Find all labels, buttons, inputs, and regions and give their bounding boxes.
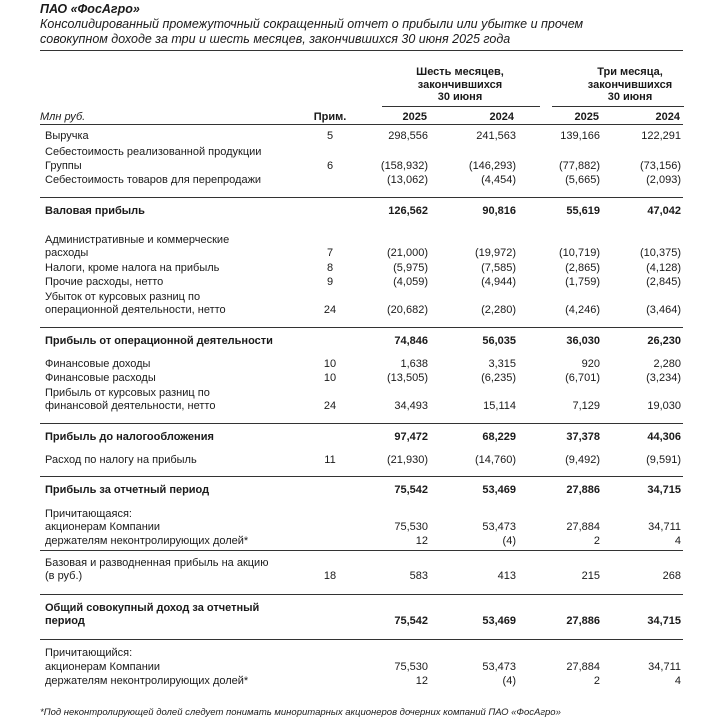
row-value-operating-profit-col-1: 74,846 — [394, 335, 428, 347]
row-value-comprehensive-shareholders-col-2: 53,473 — [482, 661, 516, 673]
row-value-finance-costs-col-3: (6,701) — [565, 372, 600, 384]
year-header-six-2025: 2025 — [402, 111, 427, 123]
row-label-revenue: Выручка — [45, 130, 89, 142]
company-name: ПАО «ФосАгро» — [40, 2, 140, 16]
row-value-cogs-group-col-2: (146,293) — [468, 160, 516, 172]
row-value-other-expenses-col-1: (4,059) — [393, 276, 428, 288]
report-title-line-2: совокупном доходе за три и шесть месяцев, закончившихся 30 июня 2025 года — [40, 32, 511, 46]
row-value-fx-loss-operating-col-3: (4,246) — [565, 304, 600, 316]
row-note-finance-income: 10 — [323, 358, 337, 370]
row-note-finance-costs: 10 — [323, 372, 337, 384]
row-value-income-tax-col-4: (9,591) — [646, 454, 681, 466]
row-value-comprehensive-nci-col-2: (4) — [502, 675, 516, 687]
section-rule — [40, 476, 683, 477]
row-value-finance-income-col-3: 920 — [581, 358, 600, 370]
row-value-admin-expenses-col-4: (10,375) — [640, 247, 681, 259]
row-value-revenue-col-3: 139,166 — [560, 130, 600, 142]
note-column-header: Прим. — [313, 111, 347, 123]
row-value-finance-costs-col-1: (13,505) — [387, 372, 428, 384]
footnote: *Под неконтролирующей долей следует понимать миноритарных акционеров дочерних компаний ПАО «ФосАгро» — [40, 707, 561, 718]
row-label-profit-before-tax: Прибыль до налогообложения — [45, 431, 214, 443]
year-header-three-2025: 2025 — [574, 111, 599, 123]
row-value-attributable-nci-col-1: 12 — [415, 535, 428, 547]
row-label-income-tax: Расход по налогу на прибыль — [45, 454, 197, 466]
row-value-cogs-resale-col-4: (2,093) — [646, 174, 681, 186]
row-value-fx-loss-operating-col-1: (20,682) — [387, 304, 428, 316]
row-note-income-tax: 11 — [324, 454, 336, 466]
row-value-revenue-col-2: 241,563 — [476, 130, 516, 142]
row-label-finance-income: Финансовые доходы — [45, 358, 151, 370]
row-value-fx-gain-financing-col-3: 7,129 — [572, 400, 600, 412]
row-value-admin-expenses-col-2: (19,972) — [475, 247, 516, 259]
row-value-income-tax-col-2: (14,760) — [475, 454, 516, 466]
row-value-admin-expenses-col-3: (10,719) — [559, 247, 600, 259]
row-value-gross-profit-col-3: 55,619 — [566, 205, 600, 217]
row-label-attributable-nci: держателям неконтролирующих долей* — [45, 535, 249, 547]
row-label-other-expenses: Прочие расходы, нетто — [45, 276, 164, 288]
row-value-comprehensive-shareholders-col-4: 34,711 — [648, 661, 681, 673]
row-value-finance-income-col-1: 1,638 — [400, 358, 428, 370]
row-value-comprehensive-shareholders-col-3: 27,884 — [566, 661, 600, 673]
row-label-fx-gain-financing: Прибыль от курсовых разниц по — [45, 387, 210, 399]
header-rule — [40, 124, 683, 125]
row-value-eps-col-2: 413 — [497, 570, 516, 582]
row-value-fx-gain-financing-col-4: 19,030 — [647, 400, 681, 412]
six-months-header-line-1: Шесть месяцев, — [416, 66, 504, 78]
row-label-gross-profit: Валовая прибыль — [45, 205, 145, 217]
section-rule — [40, 423, 683, 424]
row-value-profit-before-tax-col-2: 68,229 — [482, 431, 516, 443]
row-value-total-comprehensive-income-col-2: 53,469 — [482, 615, 516, 627]
row-value-cogs-resale-col-3: (5,665) — [565, 174, 600, 186]
row-value-eps-col-4: 268 — [662, 570, 681, 582]
row-label-total-comprehensive-income: период — [45, 615, 85, 627]
row-label-admin-expenses: расходы — [45, 247, 89, 259]
row-value-gross-profit-col-2: 90,816 — [482, 205, 516, 217]
row-value-attributable-nci-col-4: 4 — [674, 535, 681, 547]
row-value-other-taxes-col-2: (7,585) — [481, 262, 516, 274]
three-months-header-line-1: Три месяца, — [597, 66, 663, 78]
row-value-comprehensive-nci-col-1: 12 — [415, 675, 428, 687]
row-value-profit-for-period-col-1: 75,542 — [394, 484, 428, 496]
row-value-finance-costs-col-2: (6,235) — [481, 372, 516, 384]
row-label-comprehensive-attributable-header: Причитающийся: — [45, 647, 133, 659]
row-label-profit-for-period: Прибыль за отчетный период — [45, 484, 210, 496]
row-value-other-taxes-col-1: (5,975) — [393, 262, 428, 274]
three-months-underline — [552, 106, 684, 107]
row-label-operating-profit: Прибыль от операционной деятельности — [45, 335, 273, 347]
three-months-header-line-3: 30 июня — [607, 91, 653, 103]
row-value-attributable-shareholders-col-4: 34,711 — [648, 521, 681, 533]
row-value-revenue-col-4: 122,291 — [641, 130, 681, 142]
row-value-other-expenses-col-3: (1,759) — [565, 276, 600, 288]
row-value-fx-gain-financing-col-1: 34,493 — [394, 400, 428, 412]
row-value-eps-col-1: 583 — [409, 570, 428, 582]
six-months-header-line-3: 30 июня — [437, 91, 483, 103]
row-value-fx-loss-operating-col-2: (2,280) — [481, 304, 516, 316]
row-value-total-comprehensive-income-col-3: 27,886 — [566, 615, 600, 627]
row-label-fx-loss-operating: операционной деятельности, нетто — [45, 304, 226, 316]
row-value-attributable-shareholders-col-1: 75,530 — [394, 521, 428, 533]
row-value-gross-profit-col-4: 47,042 — [647, 205, 681, 217]
row-value-cogs-group-col-3: (77,882) — [559, 160, 600, 172]
six-months-header-line-2: закончившихся — [417, 78, 503, 91]
row-value-profit-before-tax-col-4: 44,306 — [647, 431, 681, 443]
title-rule — [40, 50, 683, 51]
row-label-fx-loss-operating: Убыток от курсовых разниц по — [45, 291, 201, 303]
section-rule — [40, 639, 683, 640]
row-value-profit-before-tax-col-3: 37,378 — [566, 431, 600, 443]
row-value-profit-for-period-col-3: 27,886 — [566, 484, 600, 496]
row-label-comprehensive-shareholders: акционерам Компании — [45, 661, 161, 673]
unit-label: Млн руб. — [40, 111, 86, 123]
row-note-other-taxes: 8 — [326, 262, 334, 274]
row-value-cogs-group-col-4: (73,156) — [640, 160, 681, 172]
section-rule — [40, 550, 683, 551]
row-value-other-expenses-col-2: (4,944) — [481, 276, 516, 288]
report-title — [40, 17, 680, 47]
row-value-operating-profit-col-3: 36,030 — [566, 335, 600, 347]
row-label-comprehensive-nci: держателям неконтролирующих долей* — [45, 675, 249, 687]
row-value-income-tax-col-3: (9,492) — [565, 454, 600, 466]
row-label-attributable-shareholders: акционерам Компании — [45, 521, 161, 533]
row-value-comprehensive-nci-col-4: 4 — [674, 675, 681, 687]
row-value-cogs-group-col-1: (158,932) — [380, 160, 428, 172]
row-value-gross-profit-col-1: 126,562 — [388, 205, 428, 217]
section-rule — [40, 327, 683, 328]
row-value-cogs-resale-col-1: (13,062) — [387, 174, 428, 186]
row-note-revenue: 5 — [326, 130, 334, 142]
row-value-income-tax-col-1: (21,930) — [387, 454, 428, 466]
row-value-comprehensive-shareholders-col-1: 75,530 — [394, 661, 428, 673]
row-value-other-taxes-col-4: (4,128) — [646, 262, 681, 274]
row-note-fx-loss-operating: 24 — [323, 304, 337, 316]
row-value-total-comprehensive-income-col-4: 34,715 — [647, 615, 681, 627]
row-value-admin-expenses-col-1: (21,000) — [387, 247, 428, 259]
row-label-eps: Базовая и разводненная прибыль на акцию — [45, 557, 269, 569]
row-note-fx-gain-financing: 24 — [323, 400, 337, 412]
three-months-header-line-2: закончившихся — [587, 78, 673, 91]
row-value-revenue-col-1: 298,556 — [388, 130, 428, 142]
six-months-header — [380, 66, 540, 104]
report-title-line-1: Консолидированный промежуточный сокращенный отчет о прибыли или убытке и прочем — [40, 17, 584, 31]
row-value-eps-col-3: 215 — [581, 570, 600, 582]
row-note-other-expenses: 9 — [326, 276, 334, 288]
row-label-cogs-resale: Себестоимость товаров для перепродажи — [45, 174, 262, 186]
row-label-cogs-group: Группы — [45, 160, 82, 172]
row-label-admin-expenses: Административные и коммерческие — [45, 234, 230, 246]
row-note-eps: 18 — [323, 570, 337, 582]
row-label-cogs-label: Себестоимость реализованной продукции — [45, 146, 262, 158]
row-label-total-comprehensive-income: Общий совокупный доход за отчетный — [45, 602, 260, 614]
row-value-profit-before-tax-col-1: 97,472 — [394, 431, 428, 443]
row-value-cogs-resale-col-2: (4,454) — [481, 174, 516, 186]
section-rule — [40, 594, 683, 595]
row-value-attributable-shareholders-col-3: 27,884 — [566, 521, 600, 533]
row-value-comprehensive-nci-col-3: 2 — [593, 675, 600, 687]
row-value-total-comprehensive-income-col-1: 75,542 — [394, 615, 428, 627]
six-months-underline — [382, 106, 540, 107]
row-value-finance-income-col-4: 2,280 — [653, 358, 681, 370]
row-note-admin-expenses: 7 — [326, 247, 334, 259]
year-header-three-2024: 2024 — [655, 111, 680, 123]
row-value-operating-profit-col-2: 56,035 — [482, 335, 516, 347]
row-value-fx-gain-financing-col-2: 15,114 — [483, 400, 516, 412]
row-value-other-expenses-col-4: (2,845) — [646, 276, 681, 288]
row-value-finance-income-col-2: 3,315 — [488, 358, 516, 370]
row-value-profit-for-period-col-4: 34,715 — [647, 484, 681, 496]
section-rule — [40, 197, 683, 198]
row-value-attributable-nci-col-2: (4) — [502, 535, 516, 547]
year-header-six-2024: 2024 — [489, 111, 514, 123]
row-value-operating-profit-col-4: 26,230 — [647, 335, 681, 347]
row-label-eps: (в руб.) — [45, 570, 83, 582]
row-label-attributable-header: Причитающаяся: — [45, 508, 132, 520]
row-value-finance-costs-col-4: (3,234) — [646, 372, 681, 384]
row-value-profit-for-period-col-2: 53,469 — [482, 484, 516, 496]
row-value-other-taxes-col-3: (2,865) — [565, 262, 600, 274]
row-note-cogs-group: 6 — [326, 160, 334, 172]
row-label-finance-costs: Финансовые расходы — [45, 372, 156, 384]
row-value-attributable-shareholders-col-2: 53,473 — [482, 521, 516, 533]
row-value-fx-loss-operating-col-4: (3,464) — [646, 304, 681, 316]
row-label-other-taxes: Налоги, кроме налога на прибыль — [45, 262, 220, 274]
row-value-attributable-nci-col-3: 2 — [593, 535, 600, 547]
three-months-header — [555, 66, 705, 104]
row-label-fx-gain-financing: финансовой деятельности, нетто — [45, 400, 216, 412]
